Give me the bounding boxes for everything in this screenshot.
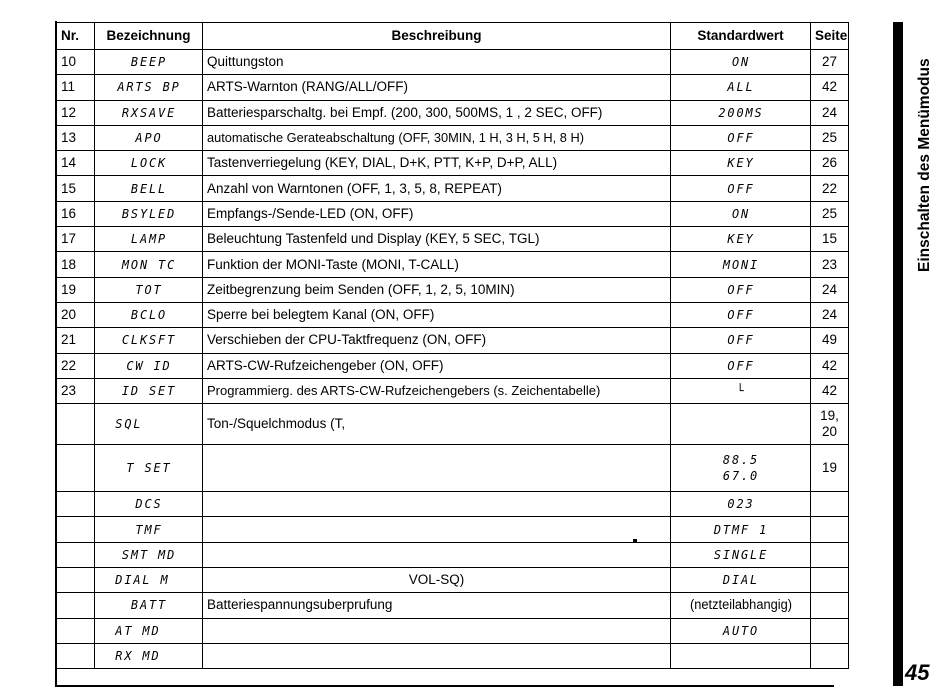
row-page-empty	[811, 593, 849, 618]
row-nr: 19	[57, 277, 95, 302]
row-page-empty	[811, 542, 849, 567]
table-row	[57, 277, 849, 302]
table-row-tmf	[57, 517, 849, 542]
row-page-empty	[811, 492, 849, 517]
row-std-empty	[671, 404, 811, 445]
header-std: Standardwert	[671, 23, 811, 50]
row-std: └	[674, 378, 807, 403]
row-page: 42	[811, 378, 849, 403]
row-code: BSYLED	[97, 201, 200, 226]
header-page: Seite	[811, 23, 849, 50]
row-desc-empty	[203, 542, 671, 567]
table-row	[57, 227, 849, 252]
row-page-empty	[811, 568, 849, 593]
row-code: SQL	[97, 404, 200, 445]
table-row	[57, 201, 849, 226]
row-code: BATT	[97, 593, 200, 618]
row-desc: Batteriesparschaltg. bei Empf. (200, 300, 500MS, 1 , 2 SEC, OFF)	[203, 100, 671, 125]
row-desc: Anzahl von Warntonen (OFF, 1, 3, 5, 8, REPEAT)	[203, 176, 671, 201]
row-code: CLKSFT	[97, 328, 200, 353]
table-row	[57, 252, 849, 277]
row-std: OFF	[674, 125, 807, 150]
row-nr: 14	[57, 151, 95, 176]
row-code: AT MD	[97, 618, 200, 643]
row-std-empty	[671, 643, 811, 668]
row-page: 25	[811, 125, 849, 150]
row-nr: 18	[57, 252, 95, 277]
row-nr: 15	[57, 176, 95, 201]
chapter-tab-bar	[893, 22, 903, 686]
row-std: 200MS	[674, 100, 807, 125]
row-page: 42	[811, 75, 849, 100]
row-nr-empty	[57, 542, 95, 567]
row-code: RX MD	[97, 643, 200, 668]
row-page: 15	[811, 227, 849, 252]
row-std: OFF	[674, 277, 807, 302]
row-page-line2: 20	[821, 424, 838, 440]
table-row-smt	[57, 542, 849, 567]
row-page	[811, 404, 849, 445]
table-row-tset	[57, 445, 849, 492]
row-std: ON	[674, 201, 807, 226]
row-nr: 16	[57, 201, 95, 226]
row-nr: 20	[57, 302, 95, 327]
row-nr: 22	[57, 353, 95, 378]
row-page: 27	[811, 50, 849, 75]
row-std: (netzteilabhangig)	[674, 593, 807, 618]
row-std-line1: 88.5	[722, 452, 759, 468]
table-row-atmd	[57, 618, 849, 643]
row-nr-empty	[57, 568, 95, 593]
row-nr: 17	[57, 227, 95, 252]
row-nr-empty	[57, 517, 95, 542]
chapter-title: Einschalten des Menümodus	[916, 58, 933, 272]
table-row	[57, 353, 849, 378]
row-code: BELL	[97, 176, 200, 201]
row-code: TOT	[97, 277, 200, 302]
row-page: 42	[811, 353, 849, 378]
row-std: OFF	[674, 302, 807, 327]
row-code: ID SET	[97, 378, 200, 403]
row-desc: Programmierg. des ARTS-CW-Rufzeichengebers (s. Zeichentabelle)	[203, 378, 671, 403]
row-desc: Ton-/Squelchmodus (T,	[203, 404, 671, 445]
row-std: SINGLE	[674, 542, 807, 567]
row-page-empty	[811, 618, 849, 643]
row-nr: 13	[57, 125, 95, 150]
row-code: APO	[97, 125, 200, 150]
row-code: LOCK	[97, 151, 200, 176]
dash-mark	[633, 539, 637, 543]
row-code: BCLO	[97, 302, 200, 327]
row-std: ON	[674, 50, 807, 75]
row-desc: automatische Gerateabschaltung (OFF, 30MIN, 1 H, 3 H, 5 H, 8 H)	[203, 125, 671, 150]
row-nr-empty	[57, 404, 95, 445]
table-header-row	[57, 23, 849, 50]
row-std: KEY	[674, 227, 807, 252]
row-desc: Tastenverriegelung (KEY, DIAL, D+K, PTT, K+P, D+P, ALL)	[203, 151, 671, 176]
table-row-dcs	[57, 492, 849, 517]
row-desc-empty	[203, 445, 671, 492]
header-nr: Nr.	[57, 23, 95, 50]
row-code: TMF	[97, 517, 200, 542]
row-desc: Sperre bei belegtem Kanal (ON, OFF)	[203, 302, 671, 327]
row-nr-empty	[57, 492, 95, 517]
row-nr-empty	[57, 445, 95, 492]
table-row	[57, 75, 849, 100]
row-page: 24	[811, 302, 849, 327]
row-nr: 11	[57, 75, 95, 100]
row-std: AUTO	[674, 618, 807, 643]
row-page-empty	[811, 643, 849, 668]
row-std-line2: 67.0	[722, 468, 759, 484]
row-nr-empty	[57, 593, 95, 618]
header-desc: Beschreibung	[203, 23, 671, 50]
table-row-rxmd	[57, 643, 849, 668]
row-desc: Quittungston	[203, 50, 671, 75]
table-row	[57, 125, 849, 150]
row-desc: Empfangs-/Sende-LED (ON, OFF)	[203, 201, 671, 226]
row-desc-empty	[203, 517, 671, 542]
row-page-line1: 19,	[820, 408, 839, 424]
row-std: OFF	[674, 353, 807, 378]
row-code: DIAL M	[97, 568, 200, 593]
row-code: CW ID	[97, 353, 200, 378]
row-std: ALL	[674, 75, 807, 100]
row-code: BEEP	[97, 50, 200, 75]
table-row	[57, 328, 849, 353]
row-desc-empty	[203, 618, 671, 643]
page-number: 45	[905, 660, 930, 685]
row-desc: Zeitbegrenzung beim Senden (OFF, 1, 2, 5, 10MIN)	[203, 277, 671, 302]
row-page: 22	[811, 176, 849, 201]
row-code: LAMP	[97, 227, 200, 252]
row-nr: 10	[57, 50, 95, 75]
row-nr: 21	[57, 328, 95, 353]
row-desc-empty	[203, 643, 671, 668]
row-std	[674, 445, 807, 492]
table-row	[57, 302, 849, 327]
row-code: SMT MD	[97, 542, 200, 567]
row-page: 25	[811, 201, 849, 226]
row-code: RXSAVE	[97, 100, 200, 125]
row-std: OFF	[674, 176, 807, 201]
table-row	[57, 378, 849, 403]
chapter-title-container	[913, 22, 937, 272]
row-desc: ARTS-Warnton (RANG/ALL/OFF)	[203, 75, 671, 100]
table-row	[57, 50, 849, 75]
row-nr: 12	[57, 100, 95, 125]
row-code: DCS	[97, 492, 200, 517]
menu-table	[56, 22, 849, 669]
row-page: 19	[811, 445, 849, 492]
table-row	[57, 151, 849, 176]
table-row-batt	[57, 593, 849, 618]
row-page: 23	[811, 252, 849, 277]
row-page-empty	[811, 517, 849, 542]
row-desc: VOL-SQ)	[203, 568, 671, 593]
row-std: 023	[674, 492, 807, 517]
row-desc: Batteriespannungsuberprufung	[203, 593, 671, 618]
row-code: ARTS BP	[97, 75, 200, 100]
menu-table-container	[56, 22, 848, 686]
row-nr-empty	[57, 618, 95, 643]
header-code: Bezeichnung	[95, 23, 203, 50]
table-row	[57, 176, 849, 201]
row-desc: Verschieben der CPU-Taktfrequenz (ON, OFF)	[203, 328, 671, 353]
row-std: DTMF 1	[674, 517, 807, 542]
row-std: MONI	[674, 252, 807, 277]
row-std: KEY	[674, 151, 807, 176]
row-nr: 23	[57, 378, 95, 403]
table-row	[57, 100, 849, 125]
row-desc: Funktion der MONI-Taste (MONI, T-CALL)	[203, 252, 671, 277]
row-page: 49	[811, 328, 849, 353]
row-code: T SET	[97, 445, 200, 492]
row-page: 24	[811, 277, 849, 302]
table-row-dial	[57, 568, 849, 593]
row-std: DIAL	[674, 568, 807, 593]
row-nr-empty	[57, 643, 95, 668]
row-desc-empty	[203, 492, 671, 517]
row-desc: ARTS-CW-Rufzeichengeber (ON, OFF)	[203, 353, 671, 378]
row-std: OFF	[674, 328, 807, 353]
table-row-sql	[57, 404, 849, 445]
row-desc: Beleuchtung Tastenfeld und Display (KEY, 5 SEC, TGL)	[203, 227, 671, 252]
row-code: MON TC	[97, 252, 200, 277]
row-page: 24	[811, 100, 849, 125]
row-page: 26	[811, 151, 849, 176]
